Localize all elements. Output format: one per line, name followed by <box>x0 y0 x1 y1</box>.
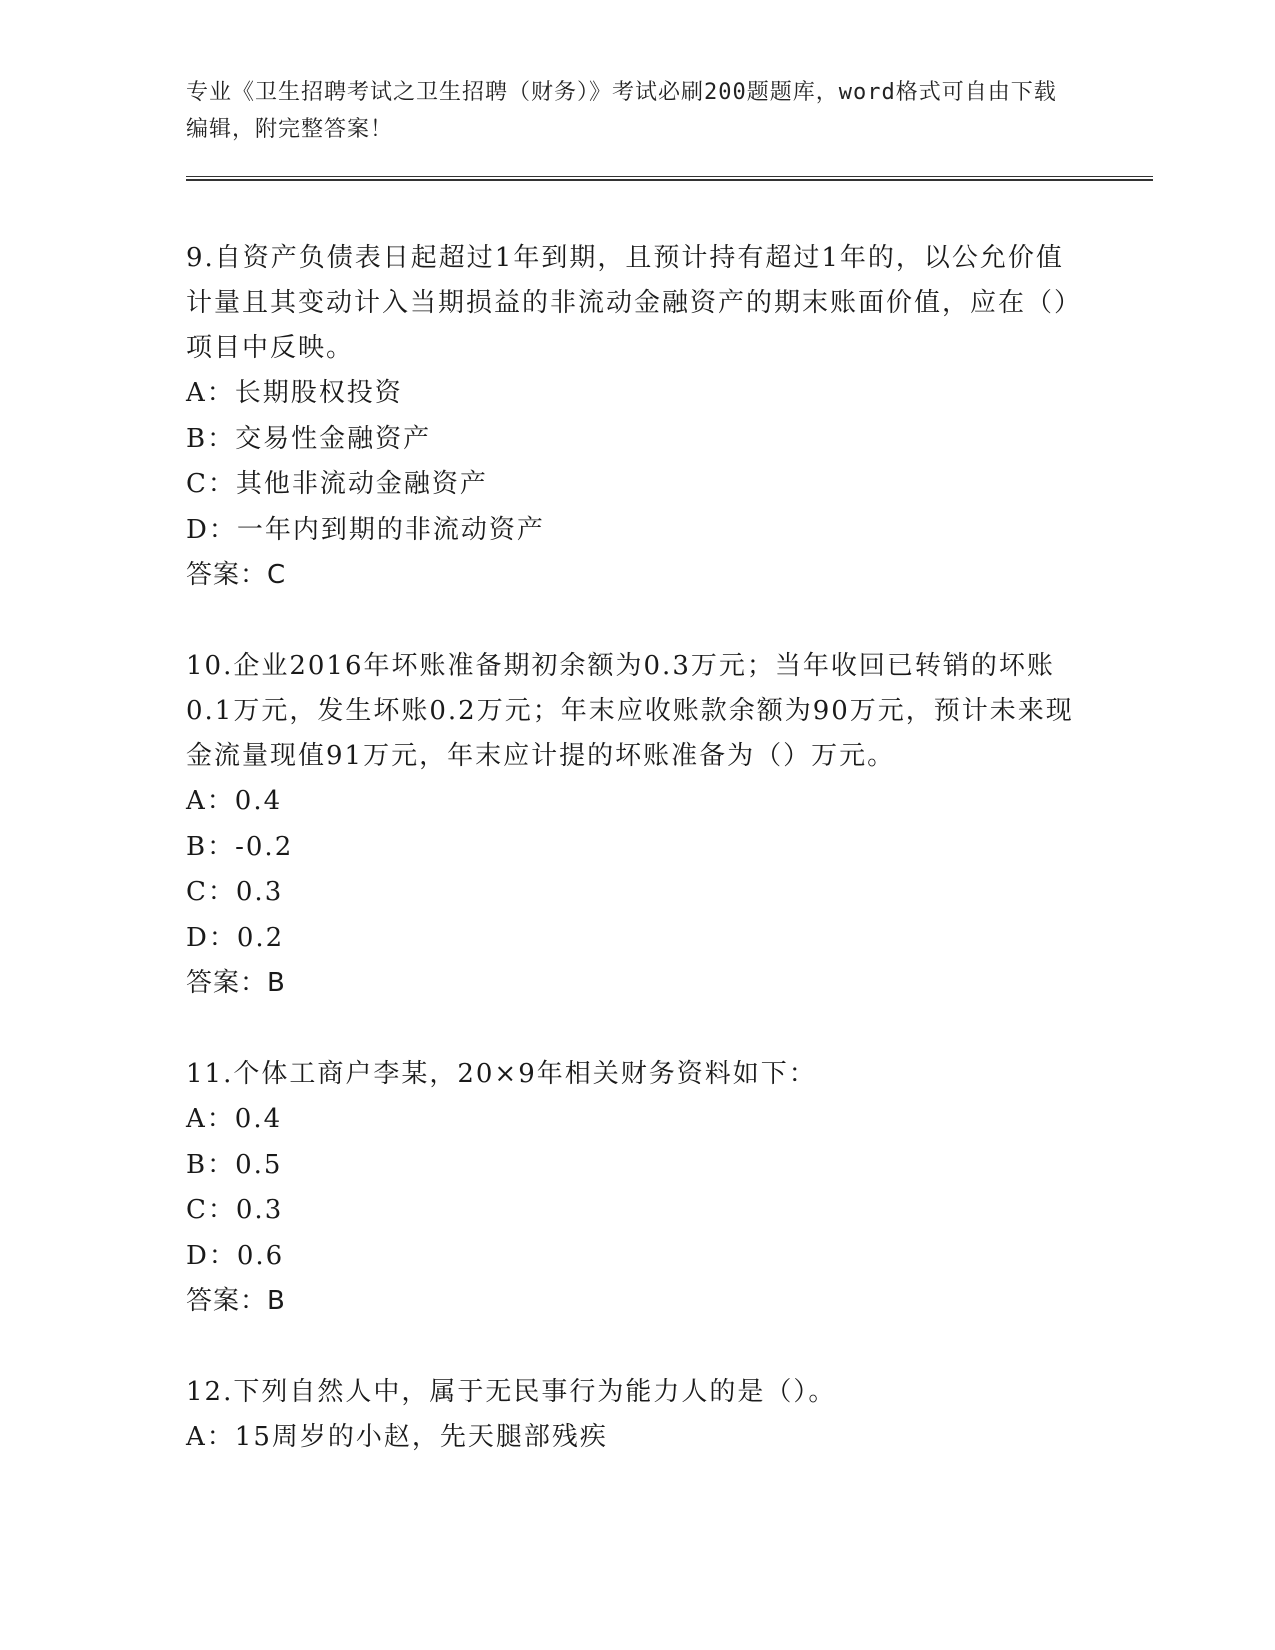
question-stem: 9.自资产负债表日起超过1年到期，且预计持有超过1年的，以公允价值计量且其变动计入当期损益的非流动金融资产的期末账面价值，应在（）项目中反映。 <box>186 243 1083 363</box>
option-b: B：0.5 <box>186 1149 283 1180</box>
question-list <box>186 236 1086 1507</box>
document-header: 专业《卫生招聘考试之卫生招聘（财务）》考试必刷200题题库，word格式可自由下载编辑，附完整答案！ <box>186 80 1057 142</box>
answer: 答案：C <box>186 560 287 590</box>
answer: 答案：B <box>186 1286 286 1316</box>
option-a: A：0.4 <box>186 1104 283 1134</box>
option-a: A：15周岁的小赵，先天腿部残疾 <box>186 1422 608 1452</box>
option-d: D：一年内到期的非流动资产 <box>186 514 545 545</box>
option-d: D：0.2 <box>186 922 285 953</box>
answer: 答案：B <box>186 968 286 998</box>
option-c: C：其他非流动金融资产 <box>186 469 488 499</box>
question-stem: 12.下列自然人中，属于无民事行为能力人的是（）。 <box>186 1377 837 1407</box>
option-a: A：0.4 <box>186 786 283 816</box>
question-12 <box>186 1370 1086 1461</box>
option-c: C：0.3 <box>186 877 284 907</box>
option-d: D：0.6 <box>186 1240 285 1271</box>
option-c: C：0.3 <box>186 1195 284 1225</box>
question-9 <box>186 236 1086 598</box>
question-stem: 10.企业2016年坏账准备期初余额为0.3万元；当年收回已转销的坏账0.1万元，发生坏账0.2万元；年末应收账款余额为90万元，预计未来现金流量现值91万元，年末应计提的坏账准备为（）万元。 <box>186 651 1074 771</box>
option-b: B：交易性金融资产 <box>186 423 432 454</box>
question-10 <box>186 644 1086 1006</box>
option-b: B：-0.2 <box>186 831 294 862</box>
option-a: A：长期股权投资 <box>186 378 403 408</box>
header-divider <box>186 176 1153 181</box>
question-11 <box>186 1052 1086 1324</box>
question-stem: 11.个体工商户李某，20×9年相关财务资料如下： <box>186 1059 817 1089</box>
